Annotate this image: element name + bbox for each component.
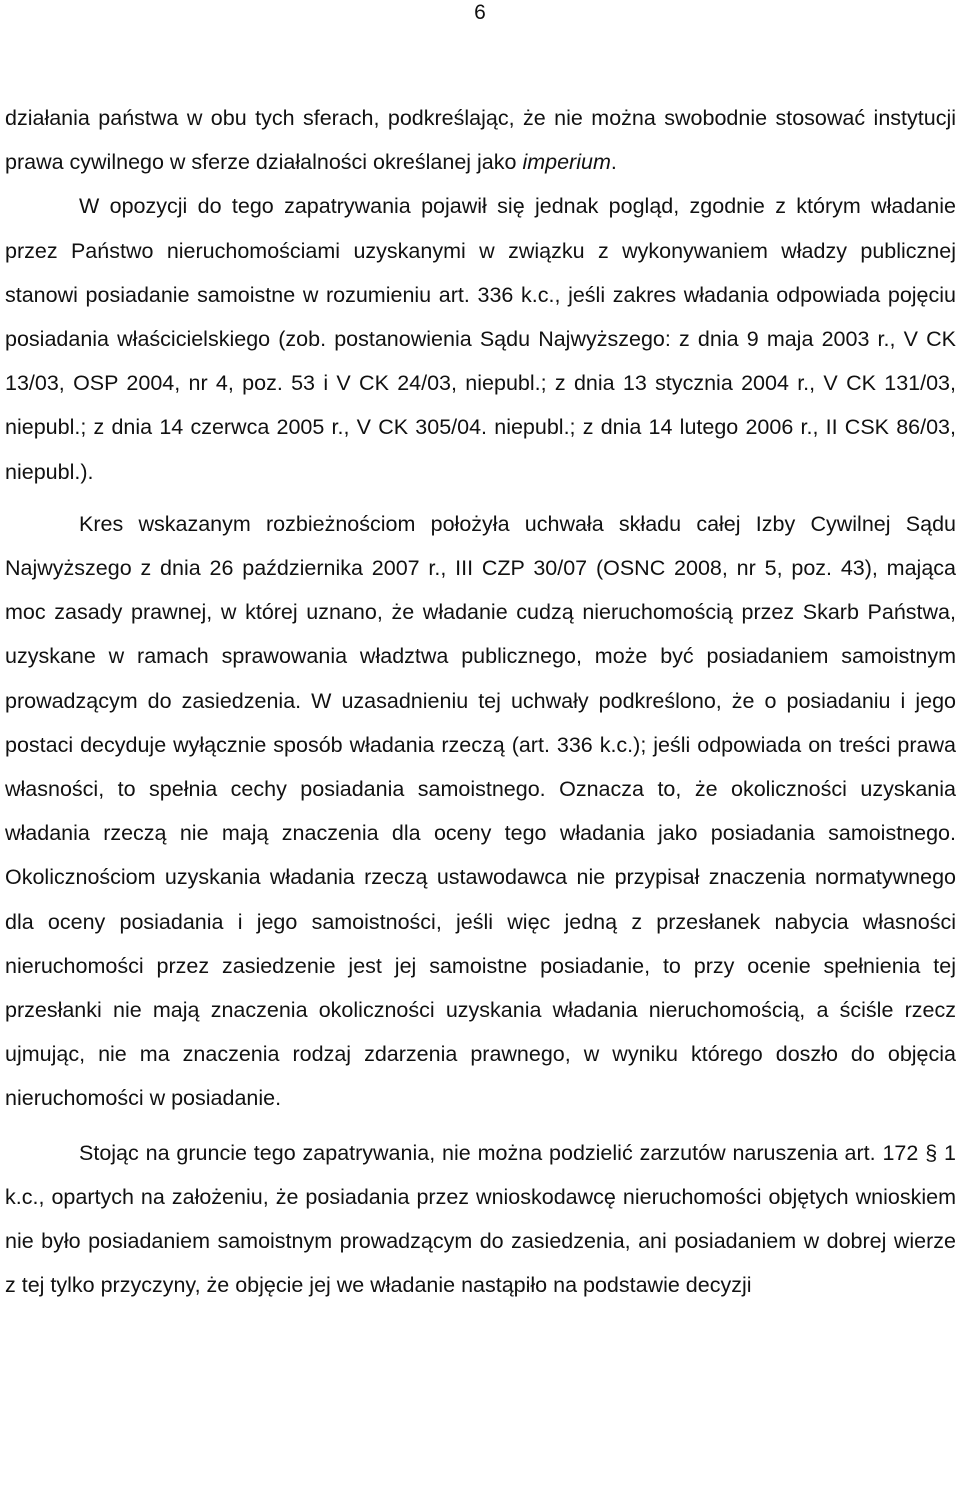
paragraph-opposition-view: W opozycji do tego zapatrywania pojawił się jednak pogląd, zgodnie z którym władanie przez Państwo nieruchomościami uzyskanymi w związku z wykonywaniem władzy publicznej stanowi posiadanie samoistne w rozumieniu art. 336 k.c., jeśli zakres władania odpowiada pojęciu posiadania właścicielskiego (zob. postanowienia Sądu Najwyższego: z dnia 9 maja 2003 r., V CK 13/03, OSP 2004, nr 4, poz. 53 i V CK 24/03, niepubl.; z dnia 13 stycznia 2004 r., V CK 131/03, niepubl.; z dnia 14 czerwca 2005 r., V CK 305/04. niepubl.; z dnia 14 lutego 2006 r., II CSK 86/03, niepubl.). [5,194,956,484]
paragraph-text: . [610,150,617,175]
latin-term: imperium [522,150,611,175]
document-body [5,96,956,1307]
paragraph-text: działania państwa w obu tych sferach, podkreślając, że nie można swobodnie stosować instytucji prawa cywilnego w sferze działalności określanej jako [5,106,956,175]
page-number: 6 [474,1,486,24]
paragraph-conclusion: Stojąc na gruncie tego zapatrywania, nie można podzielić zarzutów naruszenia art. 172 § 1 k.c., opartych na założeniu, że posiadania przez wnioskodawcę nieruchomości objętych wnioskiem nie było posiadaniem samoistnym prowadzącym do zasiedzenia, ani posiadaniem w dobrej wierze z tej tylko przyczyny, że objęcie jej we władanie nastąpiło na podstawie decyzji [5,1140,956,1298]
paragraph-resolution: Kres wskazanym rozbieżnościom położyła uchwała składu całej Izby Cywilnej Sądu Najwyższego z dnia 26 października 2007 r., III CZP 30/07 (OSNC 2008, nr 5, poz. 43), mająca moc zasady prawnej, w której uznano, że władanie cudzą nieruchomością przez Skarb Państwa, uzyskane w ramach sprawowania władztwa publicznego, może być posiadaniem samoistnym prowadzącym do zasiedzenia. W uzasadnieniu tej uchwały podkreślono, że o posiadaniu i jego postaci decyduje wyłącznie sposób władania rzeczą (art. 336 k.c.); jeśli odpowiada on treści prawa własności, to spełnia cechy posiadania samoistnego. Oznacza to, że okoliczności uzyskania władania rzeczą nie mają znaczenia dla oceny tego władania jako posiadania samoistnego. Okolicznościom uzyskania władania rzeczą ustawodawca nie przypisał znaczenia normatywnego dla oceny posiadania i jego samoistności, jeśli więc jedną z przesłanek nabycia własności nieruchomości przez zasiedzenie jest jej samoistne posiadanie, to przy ocenie spełnienia tej przesłanki nie mają znaczenia okoliczności uzyskania władania nieruchomością, a ściśle rzecz ujmując, nie ma znaczenia rodzaj zdarzenia prawnego, w wyniku którego doszło do objęcia nieruchomości w posiadanie. [5,511,956,1111]
paragraph-continuation [5,96,956,184]
